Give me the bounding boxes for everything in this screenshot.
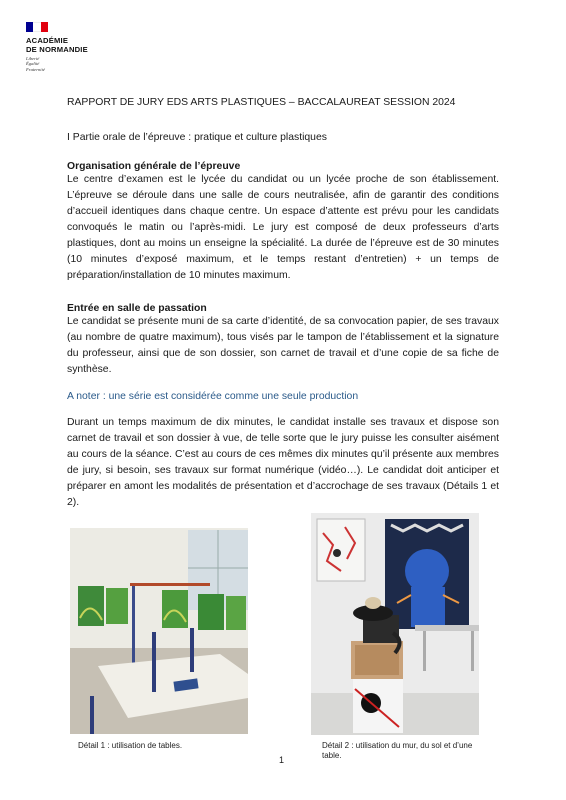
academie-logo <box>26 22 88 72</box>
section-text-organisation: Le centre d’examen est le lycée du candidat ou un lycée proche de son établissement. L’épreuve se déroule dans une salle de cours neutralisée, afin de garantir des conditions d’accueil identiques dans chaque centre. Un espace d’attente est prévu pour les candidats convoqués le matin ou l’après-midi. Le jury est composé de deux professeurs d’arts plastiques, dont au moins un enseigne la spécialité. La durée de l’épreuve est de 30 minutes (10 minutes d’exposé maximum, et le temps restant d’entretien) + un temps de préparation/installation de 10 minutes maximum. <box>67 174 499 281</box>
photo-detail-2-wall-floor-table <box>311 513 479 735</box>
section-text-entree: Le candidat se présente muni de sa carte d’identité, de sa convocation papier, de ses travaux (au nombre de quatre maximum), tous visés par le tampon de l’établissement et la signature du professeur, ainsi que de son dossier, son carnet de travail et d’une copie de sa fiche de synthèse. <box>67 316 499 375</box>
french-flag-icon <box>26 22 48 32</box>
motto-egalite: Égalité <box>26 61 40 67</box>
part-title: I Partie orale de l’épreuve : pratique et culture plastiques <box>67 132 327 143</box>
section-text-installation: Durant un temps maximum de dix minutes, le candidat installe ses travaux et dispose son carnet de travail et son dossier à vue, de telle sorte que le jury puisse les consulter aisément au cours de la séance. C’est au cours de ces mêmes dix minutes qu’il présente aux membres de jury, si besoin, ses travaux sur format numérique (vidéo…). Le candidat doit anticiper et préparer en amont les modalités de présentation et d’accrochage de ses travaux (Détails 1 et 2). <box>67 417 499 508</box>
motto-fraternite: Fraternité <box>26 66 45 72</box>
report-title: RAPPORT DE JURY EDS ARTS PLASTIQUES – BACCALAUREAT SESSION 2024 <box>67 97 456 108</box>
motto-liberte: Liberté <box>26 56 40 61</box>
photo-detail-1-tables <box>70 528 248 734</box>
republic-motto <box>26 56 88 72</box>
section-heading-organisation: Organisation générale de l’épreuve <box>67 161 241 172</box>
note-text: A noter : une série est considérée comme une seule production <box>67 391 359 402</box>
wall-floor-table-installation-illustration <box>311 513 479 735</box>
section-heading-entree: Entrée en salle de passation <box>67 303 207 314</box>
tables-installation-illustration <box>70 528 248 734</box>
caption-detail-2: Détail 2 : utilisation du mur, du sol et d’une table. <box>322 741 473 760</box>
page-number: 1 <box>279 755 285 765</box>
document-body <box>67 97 499 511</box>
logo-line-1: ACADÉMIE <box>26 36 69 45</box>
caption-detail-1: Détail 1 : utilisation de tables. <box>78 741 183 750</box>
logo-line-2: DE NORMANDIE <box>26 45 88 54</box>
